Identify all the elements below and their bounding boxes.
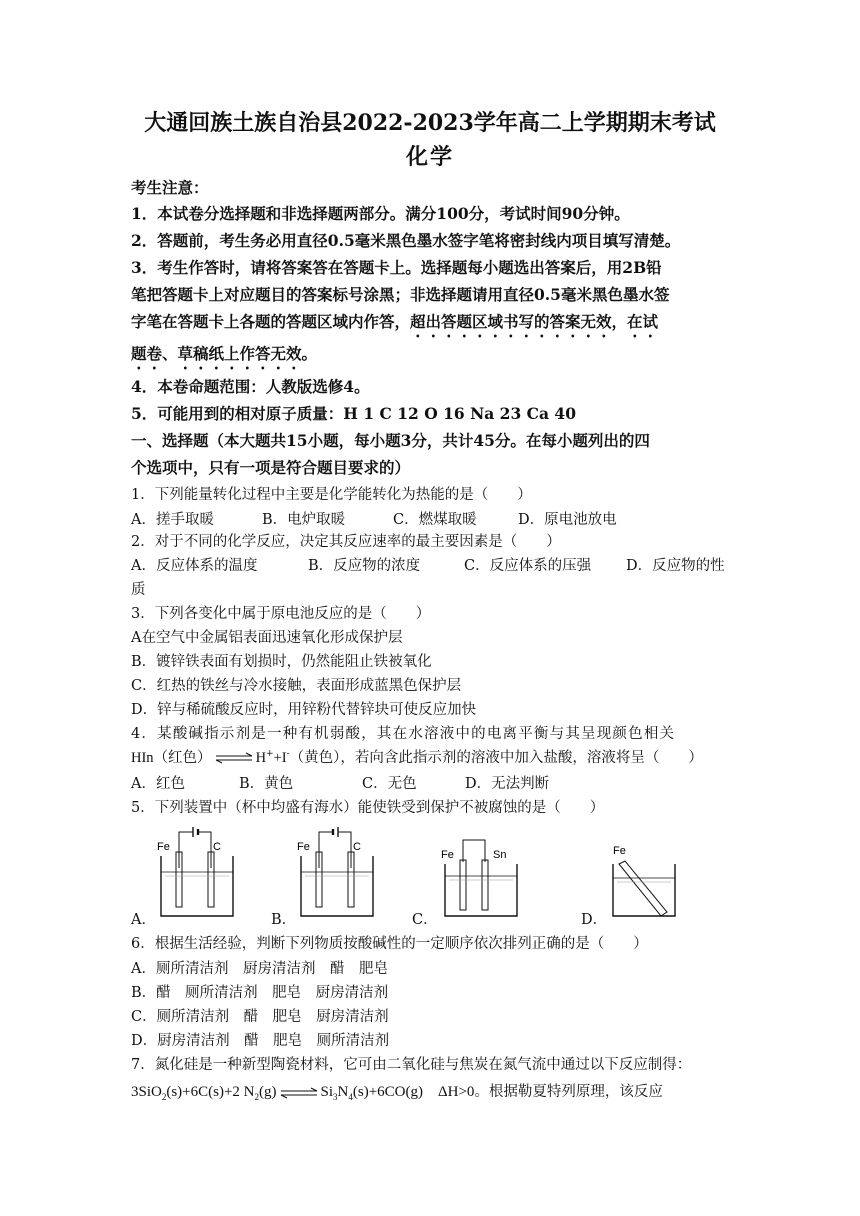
q5-b-right-label: C <box>353 841 361 853</box>
q7-eq-sub-4: 4 <box>348 1092 353 1102</box>
question-2-stem: 2．对于不同的化学反应，决定其反应速率的最主要因素是（ ） <box>131 534 561 550</box>
question-2-option-d-cont: 质 <box>131 582 146 598</box>
q2-option-b: B．反应物的浓度 <box>308 558 421 574</box>
q4-eq-i: +I <box>273 750 287 766</box>
q7-eq-part-4: Si <box>320 1084 334 1100</box>
q5-b-left-label: Fe <box>297 841 310 853</box>
notice-item-4: 4．本卷命题范围：人教版选修4。 <box>131 377 370 396</box>
q4-eq-minus: - <box>286 749 290 760</box>
notice-item-5: 5．可能用到的相对原子质量：H 1 C 12 O 16 Na 23 Ca 40 <box>131 404 576 423</box>
q2-option-c: C．反应体系的压强 <box>464 558 592 574</box>
q3-option-d: D．锌与稀硫酸反应时，用锌粉代替锌块可使反应加快 <box>131 702 477 718</box>
q6-option-c: C．厕所清洁剂 醋 肥皂 厨房清洁剂 <box>131 1009 389 1025</box>
q5-figure-a <box>153 824 253 924</box>
q6-option-b: B．醋 厕所清洁剂 肥皂 厨房清洁剂 <box>131 985 389 1001</box>
q4-eq-plus: + <box>266 749 274 760</box>
q5-figure-b <box>293 824 393 924</box>
q7-eq-sub-3: 3 <box>333 1092 338 1102</box>
q3-option-b: B．镀锌铁表面有划损时，仍然能阻止铁被氧化 <box>131 654 432 670</box>
q7-eq-sub-2: 2 <box>254 1092 260 1102</box>
beaker-connected-electrodes-icon <box>437 824 537 924</box>
question-7-equation <box>131 1080 731 1102</box>
question-1-stem: 1．下列能量转化过程中主要是化学能转化为热能的是（ ） <box>131 487 532 503</box>
q7-eq-part-5: N <box>337 1084 349 1100</box>
q5-c-right-label: Sn <box>493 849 507 861</box>
notice-item-3-emphasis-end: 题卷、草稿纸上作答无效。 <box>131 344 318 363</box>
notice-item-3-plain: 字笔在答题卡上各题的答题区域内作答， <box>131 312 411 331</box>
q4-option-d: D．无法判断 <box>465 776 550 792</box>
q5-figure-a-label: A． <box>131 912 156 928</box>
q5-figure-d <box>605 824 705 924</box>
q6-option-d: D．厨房清洁剂 醋 肥皂 厕所清洁剂 <box>131 1033 390 1049</box>
section-heading-line-1: 一、选择题（本大题共15小题，每小题3分，共计45分。在每小题列出的四 <box>131 431 650 450</box>
q5-c-left-label: Fe <box>441 849 454 861</box>
section-heading-line-2: 个选项中，只有一项是符合题目要求的） <box>131 458 411 477</box>
q7-eq-tail: 。根据勒夏特列原理，该反应 <box>474 1084 663 1100</box>
q5-a-left-label: Fe <box>157 841 170 853</box>
question-4-equation <box>131 746 731 767</box>
notice-item-3-line-1: 3．考生作答时，请将答案答在答题卡上。选择题每小题选出答案后，用2B铅 <box>131 258 662 277</box>
q5-d-left-label: Fe <box>613 845 626 857</box>
notice-item-3-emphasis: 超出答题区域书写的答案无效，在试 <box>410 312 659 331</box>
notice-item-3-line-3 <box>131 310 731 341</box>
q1-option-a: A．搓手取暖 <box>131 512 214 528</box>
q6-option-a: A．厕所清洁剂 厨房清洁剂 醋 肥皂 <box>131 961 388 977</box>
question-4-stem: 4．某酸碱指示剂是一种有机弱酸，其在水溶液中的电离平衡与其呈现颜色相关 <box>131 726 676 742</box>
q4-option-a: A．红色 <box>131 776 185 792</box>
notice-item-3-line-4 <box>131 342 731 373</box>
question-5-stem: 5．下列装置中（杯中均盛有海水）能使铁受到保护不被腐蚀的是（ ） <box>131 800 605 816</box>
q2-option-a: A．反应体系的温度 <box>131 558 258 574</box>
q5-a-right-label: C <box>213 841 221 853</box>
q7-eq-part-3: (g) <box>259 1084 277 1100</box>
q7-eq-part-1: 3SiO <box>131 1084 162 1100</box>
q3-option-c: C．红热的铁丝与冷水接触，表面形成蓝黑色保护层 <box>131 678 462 694</box>
q7-eq-part-6: (s)+6CO(g) ΔH>0 <box>352 1084 475 1100</box>
beaker-single-electrode-icon <box>605 824 705 924</box>
beaker-battery-icon <box>153 824 253 924</box>
question-6-stem: 6．根据生活经验，判断下列物质按酸碱性的一定顺序依次排列正确的是（ ） <box>131 936 648 952</box>
equilibrium-arrow-icon <box>279 1087 319 1099</box>
notice-item-2: 2．答题前，考生务必用直径0.5毫米黑色墨水签字笔将密封线内项目填写清楚。 <box>131 231 681 250</box>
q4-eq-h: H <box>255 750 267 766</box>
question-5-figures <box>131 824 731 928</box>
subject-title: 化学 <box>405 144 454 170</box>
question-7-stem: 7．氮化硅是一种新型陶瓷材料，它可由二氧化硅与焦炭在氮气流中通过以下反应制得： <box>131 1057 692 1073</box>
q5-figure-b-label: B． <box>271 912 297 928</box>
q4-option-b: B．黄色 <box>239 776 294 792</box>
q7-eq-part-2: (s)+6C(s)+2 N <box>166 1084 255 1100</box>
question-3-stem: 3．下列各变化中属于原电池反应的是（ ） <box>131 606 431 622</box>
q5-figure-d-label: D． <box>581 912 608 928</box>
q5-figure-c <box>437 824 537 924</box>
q1-option-c: C．燃煤取暖 <box>393 512 477 528</box>
q2-option-d: D．反应物的性 <box>626 558 725 574</box>
q1-option-b: B．电炉取暖 <box>262 512 346 528</box>
q7-eq-sub-1: 2 <box>161 1092 167 1102</box>
q1-option-d: D．原电池放电 <box>518 512 617 528</box>
equilibrium-arrow-icon <box>214 752 254 764</box>
q4-eq-left: HIn（红色） <box>131 750 212 766</box>
beaker-battery-reversed-icon <box>293 824 393 924</box>
notice-item-1: 1．本试卷分选择题和非选择题两部分。满分100分，考试时间90分钟。 <box>131 204 630 223</box>
notice-heading: 考生注意： <box>131 178 209 197</box>
exam-title: 大通回族土族自治县2022-2023学年高二上学期期末考试 <box>144 110 716 136</box>
q5-figure-c-label: C． <box>412 912 438 928</box>
q4-eq-yellow: （黄色），若向含此指示剂的溶液中加入盐酸，溶液将呈（ ） <box>289 750 703 766</box>
q4-option-c: C．无色 <box>362 776 417 792</box>
q3-option-a: A在空气中金属铝表面迅速氧化形成保护层 <box>131 630 403 646</box>
notice-item-3-line-2: 笔把答题卡上对应题目的答案标号涂黑；非选择题请用直径0.5毫米黑色墨水签 <box>131 285 670 304</box>
